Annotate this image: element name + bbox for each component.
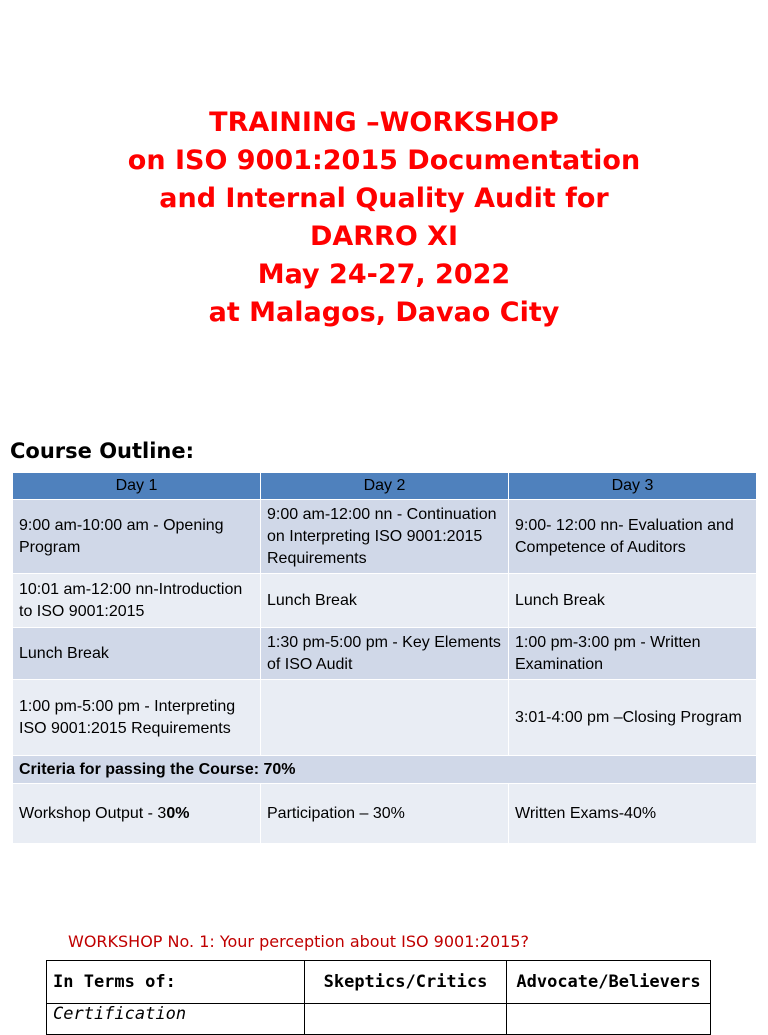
title-line-5: May 24-27, 2022 — [257, 259, 511, 290]
table-cell: 1:00 pm-5:00 pm - Interpreting ISO 9001:2015 Requirements — [13, 680, 261, 756]
participation-cell: Participation – 30% — [261, 784, 509, 844]
title-line-1: TRAINING –WORKSHOP — [209, 107, 559, 138]
header-skeptics-critics: Skeptics/Critics — [305, 961, 507, 1004]
table-cell: Lunch Break — [13, 628, 261, 680]
header-day-2: Day 2 — [261, 473, 509, 500]
workshop-output-cell — [13, 784, 261, 844]
table-cell: 9:00 am-12:00 nn - Continuation on Interpreting ISO 9001:2015 Requirements — [261, 500, 509, 574]
table-cell: 1:30 pm-5:00 pm - Key Elements of ISO Audit — [261, 628, 509, 680]
table-cell — [261, 680, 509, 756]
table-row — [13, 574, 757, 628]
grading-row — [13, 784, 757, 844]
table-cell — [507, 1004, 711, 1035]
perception-header-row — [47, 961, 711, 1004]
workshop-heading: WORKSHOP No. 1: Your perception about ISO 9001:2015? — [68, 932, 529, 951]
course-outline-header-row — [13, 473, 757, 500]
written-exams-cell: Written Exams-40% — [509, 784, 757, 844]
training-title — [0, 104, 768, 332]
header-day-3: Day 3 — [509, 473, 757, 500]
workshop-output-percent: 0% — [166, 804, 190, 822]
workshop-output-label: Workshop Output - 3 — [19, 804, 167, 822]
header-day-1: Day 1 — [13, 473, 261, 500]
table-cell: 9:00- 12:00 nn- Evaluation and Competence of Auditors — [509, 500, 757, 574]
table-cell: Lunch Break — [261, 574, 509, 628]
criteria-cell: Criteria for passing the Course: 70% — [13, 756, 757, 784]
title-line-2: on ISO 9001:2015 Documentation — [127, 145, 641, 176]
table-row — [47, 1004, 711, 1035]
table-cell: 1:00 pm-3:00 pm - Written Examination — [509, 628, 757, 680]
table-cell: 9:00 am-10:00 am - Opening Program — [13, 500, 261, 574]
table-row — [13, 500, 757, 574]
course-outline-table — [12, 472, 757, 844]
table-row — [13, 628, 757, 680]
course-outline-heading: Course Outline: — [10, 439, 195, 463]
header-in-terms-of: In Terms of: — [47, 961, 305, 1004]
title-line-6: at Malagos, Davao City — [208, 297, 560, 328]
table-cell — [305, 1004, 507, 1035]
title-line-3: and Internal Quality Audit for — [159, 183, 609, 214]
table-cell: 10:01 am-12:00 nn-Introduction to ISO 9001:2015 — [13, 574, 261, 628]
criteria-row — [13, 756, 757, 784]
title-line-4: DARRO XI — [309, 221, 459, 252]
table-cell: Lunch Break — [509, 574, 757, 628]
header-advocate-believers: Advocate/Believers — [507, 961, 711, 1004]
table-cell: 3:01-4:00 pm –Closing Program — [509, 680, 757, 756]
table-cell: Certification — [47, 1004, 305, 1035]
table-row — [13, 680, 757, 756]
